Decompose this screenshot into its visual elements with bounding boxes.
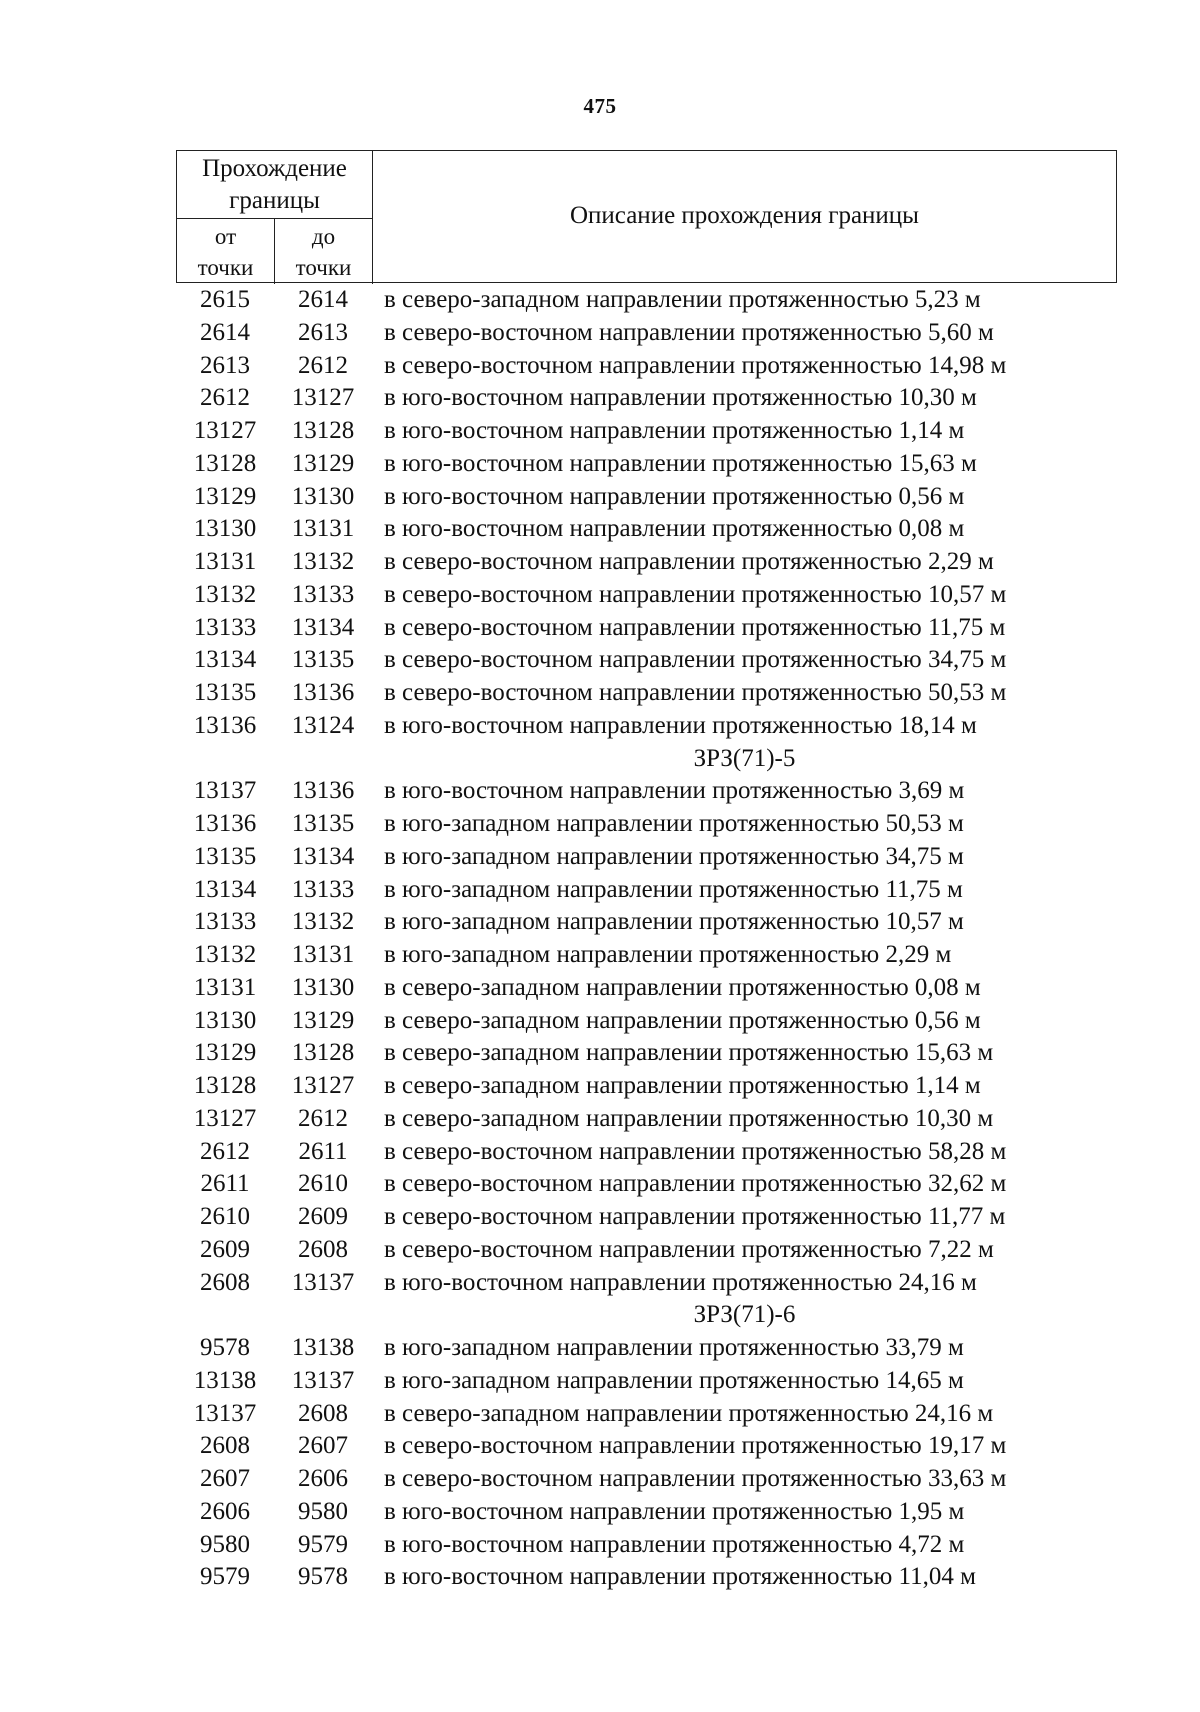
- table-row: [0, 448, 1200, 481]
- cell-from-point: 13128: [193, 449, 257, 477]
- cell-from-point: 13131: [193, 973, 257, 1001]
- table-row: [0, 1005, 1200, 1038]
- table-row: [0, 382, 1200, 415]
- table-row: [0, 1267, 1200, 1300]
- table-row: [0, 841, 1200, 874]
- cell-to-point: 2613: [298, 318, 348, 346]
- table-row: [0, 546, 1200, 579]
- cell-to-point: 13129: [291, 449, 355, 477]
- section-title: ЗРЗ(71)-5: [693, 744, 796, 772]
- cell-to-point: 2608: [298, 1399, 348, 1427]
- cell-from-point: 13135: [193, 842, 257, 870]
- cell-to-point: 13138: [291, 1334, 355, 1361]
- cell-to-point: 13132: [291, 908, 355, 936]
- cell-to-point: 13131: [291, 515, 355, 543]
- cell-description: в юго-восточном направлении протяженностью 0,08 м: [384, 515, 965, 543]
- table-row: [0, 906, 1200, 939]
- table-body: [0, 284, 1200, 1594]
- cell-description: в северо-восточном направлении протяженностью 32,62 м: [384, 1170, 1007, 1198]
- cell-from-point: 2609: [200, 1235, 250, 1263]
- cell-description: в северо-восточном направлении протяженностью 10,57 м: [384, 580, 1007, 608]
- table-row: [0, 972, 1200, 1005]
- cell-from-point: 2614: [200, 318, 250, 346]
- cell-description: в юго-восточном направлении протяженностью 15,63 м: [384, 449, 977, 477]
- cell-to-point: 2607: [298, 1432, 348, 1460]
- cell-to-point: 13137: [291, 1366, 355, 1394]
- cell-description: в северо-западном направлении протяженностью 15,63 м: [384, 1039, 994, 1067]
- cell-description: в северо-восточном направлении протяженностью 11,77 м: [384, 1203, 1006, 1230]
- table-row: [0, 415, 1200, 448]
- cell-to-point: 13130: [291, 973, 355, 1001]
- cell-from-point: 13127: [193, 417, 257, 444]
- table-row: [0, 808, 1200, 841]
- table-row: [0, 874, 1200, 907]
- cell-from-point: 9578: [200, 1334, 250, 1361]
- cell-description: в юго-западном направлении протяженностью 11,75 м: [384, 875, 963, 903]
- table-row: [0, 579, 1200, 612]
- cell-to-point: 13133: [291, 580, 355, 608]
- cell-description: в северо-восточном направлении протяженностью 11,75 м: [384, 613, 1006, 641]
- cell-description: в юго-восточном направлении протяженностью 10,30 м: [384, 384, 977, 412]
- cell-from-point: 2612: [200, 384, 250, 412]
- cell-from-point: 2612: [200, 1137, 250, 1165]
- table-row: [0, 1168, 1200, 1201]
- table-row: [0, 1103, 1200, 1136]
- cell-to-point: 2608: [298, 1235, 348, 1263]
- header-from-line2: точки: [197, 255, 254, 280]
- header-to-point: [275, 219, 373, 284]
- cell-to-point: 2612: [298, 351, 348, 379]
- cell-description: в северо-западном направлении протяженностью 10,30 м: [384, 1104, 994, 1132]
- cell-from-point: 2606: [200, 1497, 250, 1525]
- cell-to-point: 13127: [291, 1072, 355, 1099]
- cell-to-point: 13130: [291, 482, 355, 510]
- cell-description: в северо-восточном направлении протяженностью 2,29 м: [384, 548, 994, 575]
- cell-description: в юго-западном направлении протяженностью 50,53 м: [384, 810, 964, 837]
- table-row: [0, 284, 1200, 317]
- cell-description: в юго-западном направлении протяженностью 14,65 м: [384, 1366, 964, 1394]
- cell-description: в северо-западном направлении протяженностью 0,08 м: [384, 973, 981, 1001]
- cell-description: в юго-западном направлении протяженностью 2,29 м: [384, 941, 952, 968]
- table-row: [0, 1365, 1200, 1398]
- cell-to-point: 13128: [291, 1039, 355, 1067]
- cell-description: в юго-восточном направлении протяженностью 1,95 м: [384, 1497, 965, 1525]
- cell-from-point: 2611: [200, 1170, 250, 1198]
- cell-description: в северо-восточном направлении протяженностью 14,98 м: [384, 351, 1007, 379]
- header-passage-line2: границы: [229, 187, 320, 214]
- cell-from-point: 13136: [193, 711, 257, 739]
- cell-description: в юго-восточном направлении протяженностью 0,56 м: [384, 482, 965, 510]
- cell-to-point: 13136: [291, 777, 355, 805]
- table-row: [0, 710, 1200, 743]
- cell-from-point: 2610: [200, 1203, 250, 1230]
- table-row: [0, 1037, 1200, 1070]
- table-row: [0, 1463, 1200, 1496]
- header-boundary-passage: [177, 151, 373, 219]
- table-row: [0, 677, 1200, 710]
- cell-description: в северо-западном направлении протяженностью 1,14 м: [384, 1072, 981, 1099]
- cell-description: в северо-западном направлении протяженностью 24,16 м: [384, 1399, 994, 1427]
- cell-description: в юго-западном направлении протяженностью 34,75 м: [384, 842, 964, 870]
- cell-to-point: 2614: [298, 286, 348, 313]
- cell-description: в северо-восточном направлении протяженностью 50,53 м: [384, 679, 1007, 706]
- cell-from-point: 2607: [200, 1465, 250, 1492]
- cell-description: в юго-западном направлении протяженностью 10,57 м: [384, 908, 964, 936]
- table-row: [0, 1136, 1200, 1169]
- cell-from-point: 13129: [193, 1039, 257, 1067]
- cell-description: в юго-восточном направлении протяженностью 1,14 м: [384, 417, 965, 444]
- cell-to-point: 2612: [298, 1104, 348, 1132]
- cell-from-point: 9579: [200, 1563, 250, 1591]
- table-row: [0, 350, 1200, 383]
- table-row: [0, 1561, 1200, 1594]
- cell-from-point: 2613: [200, 351, 250, 379]
- cell-description: в северо-западном направлении протяженностью 0,56 м: [384, 1006, 981, 1034]
- cell-from-point: 13130: [193, 515, 257, 543]
- cell-from-point: 13138: [193, 1366, 257, 1394]
- cell-from-point: 13135: [193, 679, 257, 706]
- cell-from-point: 13131: [193, 548, 257, 575]
- table-row: [0, 939, 1200, 972]
- cell-from-point: 13133: [193, 908, 257, 936]
- header-from-line1: от: [214, 224, 237, 249]
- cell-to-point: 2609: [298, 1203, 348, 1230]
- cell-description: в юго-восточном направлении протяженностью 11,04 м: [384, 1563, 976, 1591]
- table-row: [0, 317, 1200, 350]
- cell-to-point: 13128: [291, 417, 355, 444]
- cell-description: в юго-восточном направлении протяженностью 3,69 м: [384, 777, 965, 805]
- page-number: 475: [583, 94, 617, 118]
- cell-to-point: 13135: [291, 646, 355, 674]
- table-row: [0, 612, 1200, 645]
- cell-to-point: 13124: [291, 711, 355, 739]
- cell-description: в северо-восточном направлении протяженностью 5,60 м: [384, 318, 994, 346]
- cell-to-point: 13129: [291, 1006, 355, 1034]
- cell-description: в северо-восточном направлении протяженностью 7,22 м: [384, 1235, 994, 1263]
- cell-to-point: 2606: [298, 1465, 348, 1492]
- cell-to-point: 13134: [291, 842, 355, 870]
- table-row: [0, 481, 1200, 514]
- cell-from-point: 2608: [200, 1268, 250, 1296]
- section-title: ЗРЗ(71)-6: [693, 1301, 796, 1329]
- cell-from-point: 13137: [193, 1399, 257, 1427]
- cell-description: в северо-восточном направлении протяженностью 34,75 м: [384, 646, 1007, 674]
- cell-description: в северо-восточном направлении протяженностью 33,63 м: [384, 1465, 1007, 1492]
- table-row: [0, 1496, 1200, 1529]
- cell-description: в юго-западном направлении протяженностью 33,79 м: [384, 1334, 964, 1361]
- cell-description: в северо-западном направлении протяженностью 5,23 м: [384, 286, 981, 313]
- cell-from-point: 2615: [200, 286, 250, 313]
- cell-to-point: 13135: [291, 810, 355, 837]
- cell-from-point: 13130: [193, 1006, 257, 1034]
- cell-to-point: 13136: [291, 679, 355, 706]
- cell-to-point: 13127: [291, 384, 355, 412]
- section-row: [0, 1299, 1200, 1332]
- cell-to-point: 13134: [291, 613, 355, 641]
- cell-to-point: 13137: [291, 1268, 355, 1296]
- header-to-line2: точки: [295, 255, 352, 280]
- header-from-point: [177, 219, 275, 284]
- table-row: [0, 1430, 1200, 1463]
- cell-to-point: 9578: [298, 1563, 348, 1591]
- cell-from-point: 13136: [193, 810, 257, 837]
- table-row: [0, 1070, 1200, 1103]
- cell-from-point: 2608: [200, 1432, 250, 1460]
- cell-from-point: 13132: [193, 941, 257, 968]
- cell-to-point: 9580: [298, 1497, 348, 1525]
- table-row: [0, 1398, 1200, 1431]
- table-row: [0, 775, 1200, 808]
- cell-to-point: 2610: [298, 1170, 348, 1198]
- table-row: [0, 644, 1200, 677]
- header-passage-line1: Прохождение: [202, 155, 347, 182]
- table-header: [176, 150, 1117, 283]
- cell-from-point: 13128: [193, 1072, 257, 1099]
- cell-from-point: 13134: [193, 646, 257, 674]
- table-row: [0, 1529, 1200, 1562]
- cell-to-point: 2611: [298, 1137, 348, 1165]
- cell-from-point: 13132: [193, 580, 257, 608]
- cell-from-point: 9580: [200, 1530, 250, 1558]
- cell-description: в северо-восточном направлении протяженностью 58,28 м: [384, 1137, 1007, 1165]
- cell-to-point: 13131: [291, 941, 355, 968]
- cell-from-point: 13137: [193, 777, 257, 805]
- section-row: [0, 743, 1200, 776]
- cell-from-point: 13129: [193, 482, 257, 510]
- header-description: Описание прохождения границы: [570, 202, 919, 229]
- cell-description: в юго-восточном направлении протяженностью 18,14 м: [384, 711, 977, 739]
- cell-description: в юго-восточном направлении протяженностью 4,72 м: [384, 1530, 965, 1558]
- cell-from-point: 13134: [193, 875, 257, 903]
- cell-to-point: 13133: [291, 875, 355, 903]
- cell-from-point: 13127: [193, 1104, 257, 1132]
- header-to-line1: до: [311, 224, 336, 249]
- cell-description: в юго-восточном направлении протяженностью 24,16 м: [384, 1268, 977, 1296]
- table-row: [0, 1234, 1200, 1267]
- cell-description: в северо-восточном направлении протяженностью 19,17 м: [384, 1432, 1007, 1460]
- cell-to-point: 13132: [291, 548, 355, 575]
- table-row: [0, 513, 1200, 546]
- cell-from-point: 13133: [193, 613, 257, 641]
- cell-to-point: 9579: [298, 1530, 348, 1558]
- table-row: [0, 1332, 1200, 1365]
- table-row: [0, 1201, 1200, 1234]
